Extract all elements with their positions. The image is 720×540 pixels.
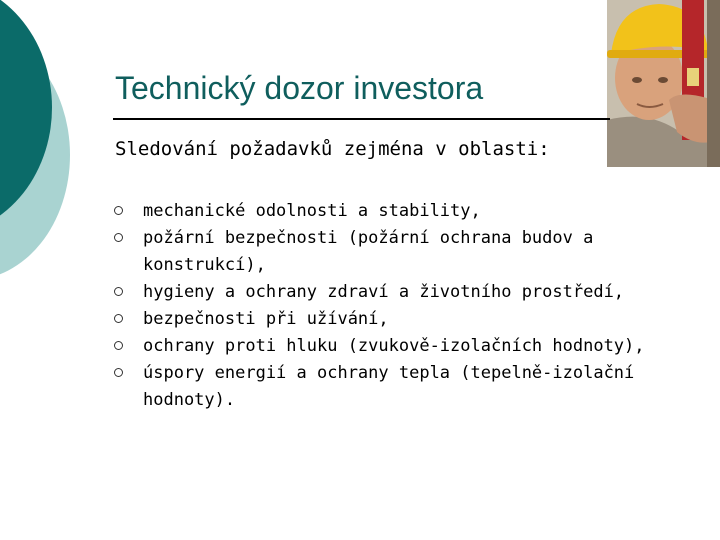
bullet-item bbox=[113, 198, 673, 225]
bullet-item bbox=[113, 360, 673, 414]
hollow-circle-bullet-icon bbox=[114, 287, 123, 296]
bullet-item bbox=[113, 333, 673, 360]
hollow-circle-bullet-icon bbox=[114, 341, 123, 350]
hollow-circle-bullet-icon bbox=[114, 233, 123, 242]
slide-subtitle: Sledování požadavků zejména v oblasti: bbox=[115, 138, 550, 160]
bullet-text: bezpečnosti při užívání, bbox=[143, 309, 389, 329]
bullet-text: mechanické odolnosti a stability, bbox=[143, 201, 481, 221]
bullet-text: požární bezpečnosti (požární ochrana budov a konstrukcí), bbox=[143, 228, 594, 275]
title-underline bbox=[113, 118, 610, 120]
bullet-list bbox=[113, 198, 673, 414]
hollow-circle-bullet-icon bbox=[114, 368, 123, 377]
bullet-item bbox=[113, 225, 673, 279]
worker-photo bbox=[607, 0, 720, 167]
bullet-text: hygieny a ochrany zdraví a životního prostředí, bbox=[143, 282, 625, 302]
bullet-item bbox=[113, 306, 673, 333]
hollow-circle-bullet-icon bbox=[114, 314, 123, 323]
bullet-item bbox=[113, 279, 673, 306]
bullet-text: ochrany proti hluku (zvukově-izolačních hodnoty), bbox=[143, 336, 645, 356]
hollow-circle-bullet-icon bbox=[114, 206, 123, 215]
bullet-text: úspory energií a ochrany tepla (tepelně-izolační hodnoty). bbox=[143, 363, 635, 410]
slide-title: Technický dozor investora bbox=[115, 70, 484, 106]
